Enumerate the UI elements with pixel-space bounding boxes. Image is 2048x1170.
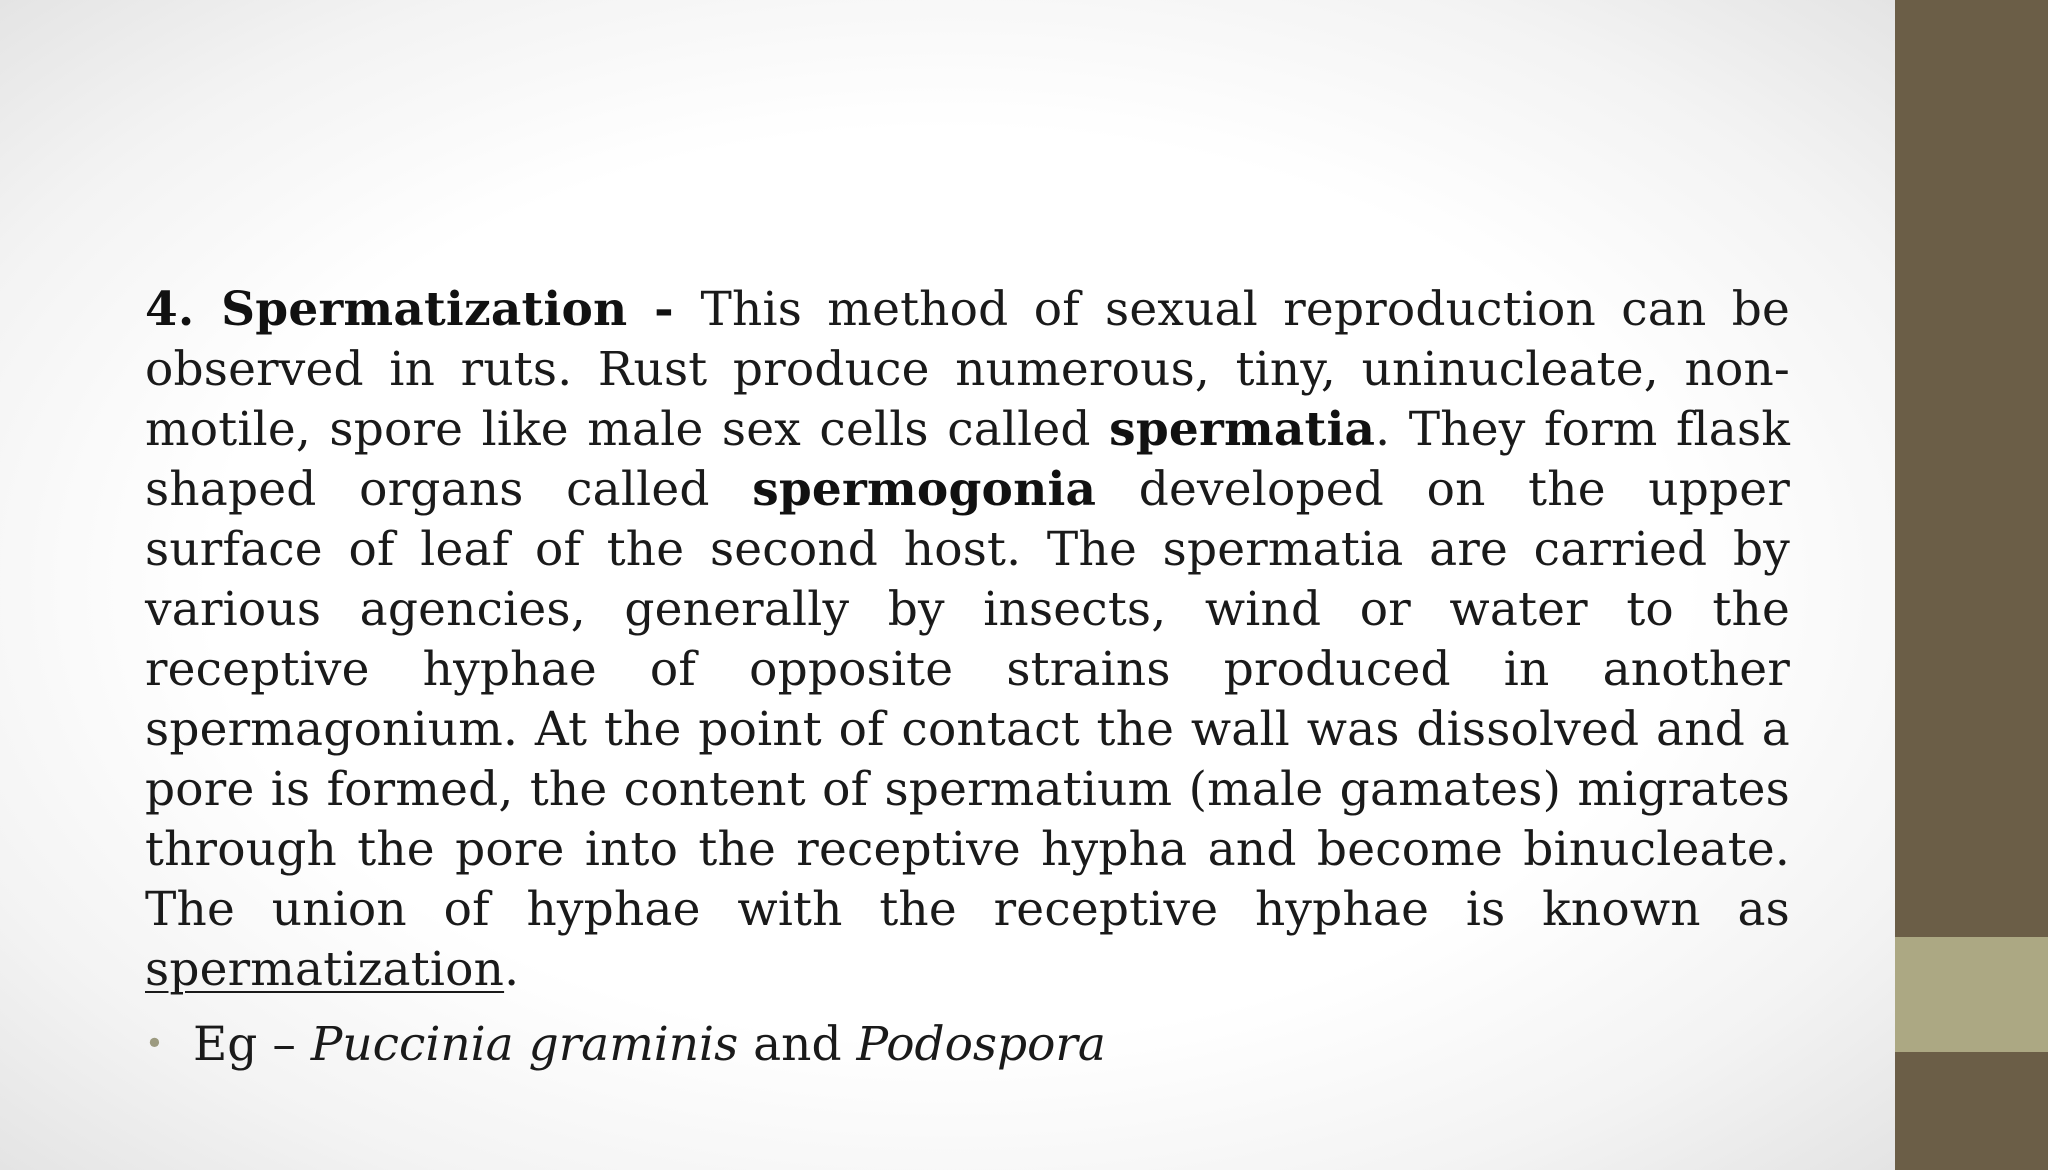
body-paragraph — [145, 280, 1790, 1000]
heading-separator: - — [627, 282, 701, 337]
paragraph-text-4: . — [504, 942, 520, 997]
term-spermogonia: spermogonia — [752, 462, 1097, 517]
paragraph-text-3: developed on the upper surface of leaf of the second host. The spermatia are carried by various agencies, generally by insects, wind or water to the receptive hyphae of opposite strains produced in another spermagonium. At the point of contact the wall was dissolved and a pore is formed, the content of spermatium (male gamates) migrates through the pore into the receptive hypha and become binucleate. The union of hyphae with the receptive hyphae is known as — [145, 462, 1790, 937]
term-spermatization: spermatization — [145, 942, 505, 997]
example-species-2: Podospora — [856, 1017, 1106, 1072]
term-spermatia: spermatia — [1109, 402, 1376, 457]
example-prefix: Eg – — [193, 1017, 311, 1072]
paragraph-text-1: This method of sexual reproduction can be observed in ruts. Rust produce numerous, tiny, uninucleate, non-motile, spore like male sex cells called — [145, 282, 1790, 457]
example-species-1: Puccinia graminis — [310, 1017, 739, 1072]
section-heading: 4. Spermatization — [145, 282, 628, 337]
example-bullet — [145, 1015, 1106, 1079]
example-connector: and — [738, 1017, 857, 1072]
paragraph-text-2: . They form flask shaped organs called — [145, 402, 1790, 517]
bullet-icon: • — [145, 1024, 164, 1062]
side-decoration-accent — [1895, 937, 2048, 1052]
